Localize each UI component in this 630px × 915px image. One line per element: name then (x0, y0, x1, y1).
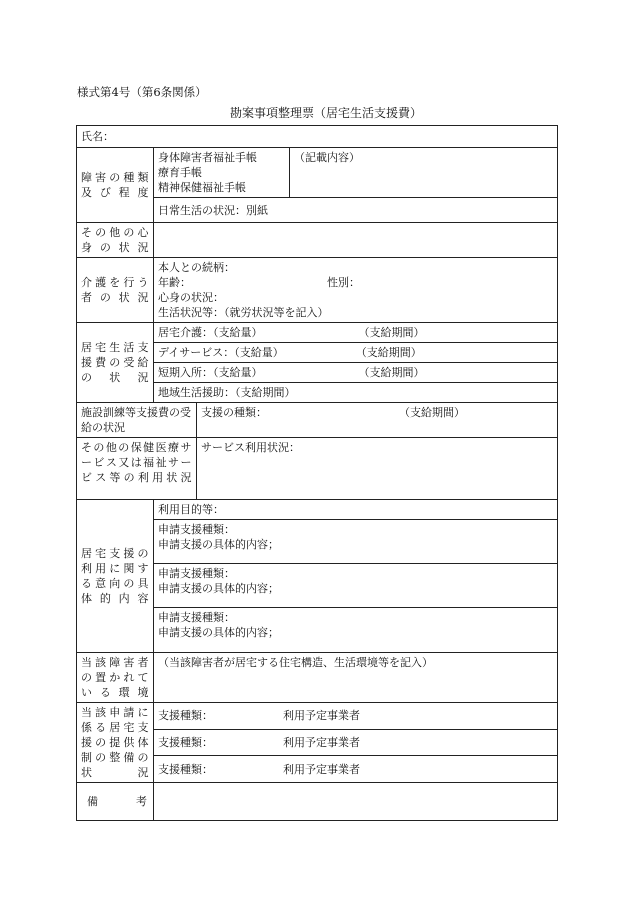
provision-2-type: 支援種類： (158, 735, 213, 749)
row-remarks (77, 783, 558, 821)
form-number: 様式第4号（第6条関係） (77, 85, 207, 99)
facility-period: （支給期間） (399, 406, 465, 419)
handbook-list (154, 148, 290, 198)
intention-purpose: 利用目的等： (158, 503, 224, 516)
provision-1-type: 支援種類： (158, 709, 213, 723)
row-benefits-home-care (77, 323, 558, 343)
home-care-period: （支給期間） (358, 326, 425, 339)
disability-notes-label: （記載内容） (294, 151, 360, 164)
handbook-physical: 身体障害者福祉手帳 (158, 151, 257, 164)
handbook-mental: 精神保健福祉手帳 (158, 181, 246, 194)
community-field[interactable] (154, 383, 558, 403)
row-disability (77, 148, 558, 198)
row-intention-purpose (77, 500, 558, 520)
short-stay-field[interactable] (154, 363, 558, 383)
other-services-label: その他の保健医療サービス又は福祉サービス等の利用状況 (77, 438, 197, 500)
benefits-label: 居宅生活支援費の受給の状況 (77, 323, 154, 403)
request-3-type: 申請支援種類： (158, 611, 235, 624)
remarks-label-2: 考 (136, 795, 147, 808)
row-facility (77, 403, 558, 438)
other-mind-body-field[interactable] (154, 223, 558, 258)
environment-label: 当該障害者の置かれている環境 (77, 653, 154, 703)
handbook-rehabilitation: 療育手帳 (158, 166, 202, 179)
request-2-field[interactable] (154, 564, 558, 608)
disability-notes-field[interactable] (290, 148, 558, 198)
caregiver-sex: 性別： (327, 276, 360, 289)
disability-label: 障害の種類及び程度 (77, 148, 154, 223)
environment-note: （当該障害者が居宅する住宅構造、生活環境等を記入） (158, 656, 433, 669)
row-other-services (77, 438, 558, 500)
home-care-label: 居宅介護：（支給量） (158, 326, 263, 339)
other-services-field[interactable] (197, 438, 558, 500)
caregiver-label: 介護を行う者の状況 (77, 258, 154, 323)
provision-2-provider: 利用予定事業者 (283, 735, 360, 749)
request-1-type: 申請支援種類： (158, 523, 235, 536)
caregiver-relationship: 本人との続柄： (158, 261, 235, 274)
daily-life-field[interactable] (154, 198, 558, 223)
remarks-label (77, 783, 154, 821)
provision-3-type: 支援種類： (158, 762, 213, 776)
day-service-label: デイサービス：（支給量） (158, 346, 284, 359)
row-other-mind-body (77, 223, 558, 258)
consideration-sheet (76, 125, 558, 821)
row-provision-1 (77, 703, 558, 730)
day-service-period: （支給期間） (355, 346, 422, 359)
facility-label: 施設訓練等支援費の受給の状況 (77, 403, 197, 438)
request-3-detail: 申請支援の具体的内容； (158, 626, 279, 639)
request-2-detail: 申請支援の具体的内容； (158, 582, 279, 595)
provision-label: 当該申請に係る居宅支援の提供体制の整備の状況 (77, 703, 154, 783)
day-service-field[interactable] (154, 343, 558, 363)
community-label: 地域生活援助：（支給期間） (158, 386, 296, 399)
row-caregiver (77, 258, 558, 323)
provision-2-field[interactable] (154, 729, 558, 756)
row-environment (77, 653, 558, 703)
intention-label: 居宅支援の利用に関する意向の具体的内容 (77, 500, 154, 653)
intention-purpose-field[interactable] (154, 500, 558, 520)
request-2-type: 申請支援種類： (158, 567, 235, 580)
name-field[interactable] (77, 126, 558, 148)
row-name (77, 126, 558, 148)
short-stay-label: 短期入所：（支給量） (158, 366, 263, 379)
daily-life-label: 日常生活の状況：別紙 (158, 203, 268, 217)
remarks-label-1: 備 (87, 795, 98, 808)
short-stay-period: （支給期間） (358, 366, 425, 379)
environment-field[interactable] (154, 653, 558, 703)
provision-1-field[interactable] (154, 703, 558, 730)
provision-3-provider: 利用予定事業者 (283, 762, 360, 776)
provision-3-field[interactable] (154, 756, 558, 783)
caregiver-mind-body: 心身の状況： (158, 291, 224, 304)
request-3-field[interactable] (154, 608, 558, 653)
home-care-field[interactable] (154, 323, 558, 343)
name-label: 氏名： (81, 130, 114, 143)
request-1-detail: 申請支援の具体的内容； (158, 538, 279, 551)
facility-field[interactable] (197, 403, 558, 438)
document-title: 勘案事項整理票（居宅生活支援費） (229, 106, 422, 120)
request-1-field[interactable] (154, 520, 558, 564)
caregiver-living: 生活状況等：（就労状況等を記入） (158, 306, 329, 319)
facility-support-type: 支援の種類： (201, 406, 267, 419)
other-services-usage: サービス利用状況： (201, 441, 300, 454)
remarks-field[interactable] (154, 783, 558, 821)
caregiver-age: 年齢： (158, 276, 191, 289)
provision-1-provider: 利用予定事業者 (283, 709, 360, 723)
caregiver-age-sex (158, 275, 553, 290)
caregiver-field[interactable] (154, 258, 558, 323)
other-mind-body-label: その他の心身の状況 (77, 223, 154, 258)
